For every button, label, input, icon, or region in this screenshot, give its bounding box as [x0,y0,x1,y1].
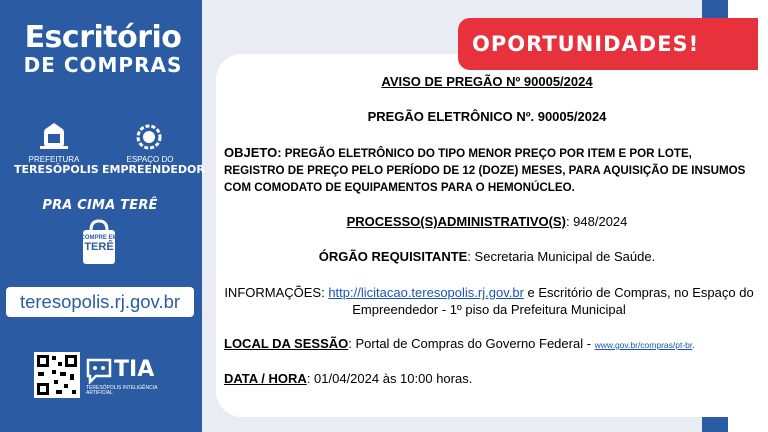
espaco-logo [102,155,205,176]
prefeitura-logo [14,155,99,176]
objeto-paragraph [224,144,754,196]
compras-gov-link[interactable]: www.gov.br/compras/pt-br [594,340,693,350]
processo-label: PROCESSO(S)ADMINISTRATIVO(S) [346,214,566,229]
prefeitura-small-label: PREFEITURA [28,155,80,164]
brand-subtitle: DE COMPRAS [23,53,183,77]
prefeitura-crest-icon [38,120,70,152]
orgao-line [216,249,758,264]
qr-code-icon [34,352,80,398]
data-hora-line [224,371,754,386]
orgao-label: ÓRGÃO REQUISITANTE [318,249,468,264]
data-label: DATA / HORA [224,371,307,386]
local-label: LOCAL DA SESSÃO [224,336,349,351]
orgao-value: : Secretaria Municipal de Saúde. [467,249,656,264]
espaco-small-label: ESPAÇO DO [126,155,174,164]
espaco-big-label: EMPREENDEDOR [102,163,205,176]
chat-bubble-icon [86,358,114,384]
local-line [224,336,758,351]
tia-title: TIA [114,357,155,382]
local-end: . [692,340,695,350]
opportunities-banner: OPORTUNIDADES! [458,18,758,70]
compre-em-tere-logo [74,234,124,252]
notice-title: AVISO DE PREGÃO Nº 90005/2024 [381,74,593,89]
compre-big-label: TERÊ [84,241,114,253]
gear-bulb-icon [134,122,164,152]
pracima-logo: PRA CIMA TERÊ [42,198,158,213]
objeto-label: OBJETO: [224,145,282,160]
info-rest: e Escritório de Compras, no Espaço do Empreendedor - 1º piso da Prefeitura Municipal [352,285,754,317]
notice-subtitle: PREGÃO ELETRÔNICO Nº. 90005/2024 [367,109,607,124]
data-value: : 01/04/2024 às 10:00 horas. [306,371,473,386]
notice-content [216,54,758,417]
informacoes-paragraph [224,284,754,318]
brand-title: Escritório [24,20,182,55]
processo-value: : 948/2024 [565,214,628,229]
licitacao-link[interactable]: http://licitacao.teresopolis.rj.gov.br [328,285,524,300]
website-link[interactable]: teresopolis.rj.gov.br [6,287,194,317]
sidebar [0,0,205,432]
objeto-text: PREGÃO ELETRÔNICO DO TIPO MENOR PREÇO POR ITEM E POR LOTE, REGISTRO DE PREÇO PELO PERÍODO DE 12 (DOZE) MESES, PARA AQUISIÇÃO DE INSUMOS COM COMODATO DE EQUIPAMENTOS PARA O HEMONÚCLEO. [224,147,746,194]
tia-subtitle: TERESÓPOLIS INTELIGÊNCIA ARTIFICIAL [86,385,158,396]
compre-small-label: COMPRE EM [80,235,118,241]
local-value: : Portal de Compras do Governo Federal - [348,336,595,351]
info-label: INFORMAÇÕES: [224,285,329,300]
prefeitura-big-label: TERESÓPOLIS [14,163,99,176]
processo-line [216,214,758,229]
